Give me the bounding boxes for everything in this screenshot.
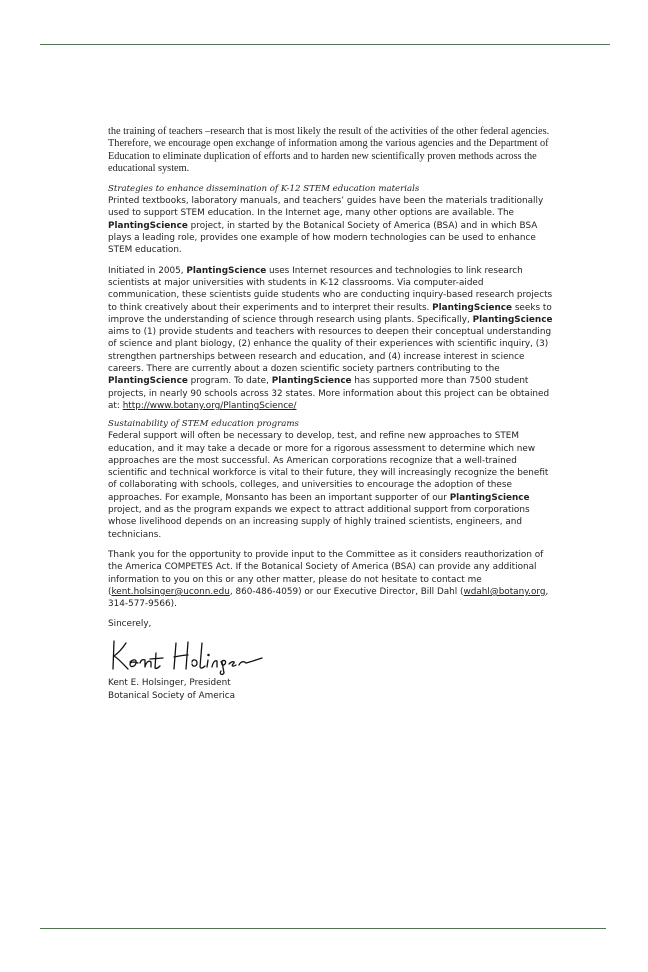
heading-sustainability: Sustainability of STEM education programs (108, 419, 299, 430)
planting-science-bold: PlantingScience (108, 220, 188, 231)
closing-sincerely: Sincerely, (108, 619, 152, 630)
header-rule (40, 44, 610, 45)
footer-rule (40, 928, 606, 929)
planting-science-bold: PlantingScience (108, 376, 188, 387)
planting-science-bold: PlantingScience (271, 376, 352, 387)
planting-science-bold: PlantingScience (186, 265, 267, 276)
paragraph-planting-science: Initiated in 2005, PlantingScience uses Internet resources and technologies to link research scientists at major universities with students in K-12 classrooms. Via computer-aided communication, these scientists guide students who are conducting inquiry-based research projects to think creatively about their experiments and to interpret their results. PlantingScience seeks to improve the understanding of science through research using plants. Specifically, PlantingScience aims to (1) provide students and teachers with resources to deepen their conceptual understanding of science and plant biology, (2) enhance the quality of their experiences with scientific inquiry, (3) strengthen partnerships between research and education, and (4) increase interest in science careers. There are currently about a dozen scientific society partners contributing to the PlantingScience program. To date, PlantingScience has supported more than 7500 student projects, in nearly 90 schools across 32 states. More information about this project can be obtained at: http://www.botany.org/PlantingScience/ (108, 265, 553, 411)
heading-dissemination: Strategies to enhance dissemination of K-12 STEM education materials (108, 184, 420, 195)
paragraph-teacher-training: the training of teachers –research that is most likely the result of the activities of the other federal agencies. Therefore, we encourage open exchange of information among the various agencies and the Department of Education to eliminate duplication of efforts and to harden new scientifically proven methods across the educational system. (108, 126, 550, 174)
planting-science-bold: PlantingScience (432, 302, 513, 313)
email-link-dahl[interactable]: wdahl@botany.org (463, 586, 546, 597)
planting-science-link[interactable]: http://www.botany.org/PlantingScience/ (122, 400, 297, 411)
planting-science-bold: PlantingScience (449, 492, 530, 503)
paragraph-federal-support: Federal support will often be necessary to develop, test, and refine new approaches to STEM education, and it may take a decade or more for a rigorous assessment to determine which new approaches are the most successful. As American corporations recognize that a well-trained scientific and technical workforce is vital to their future, they will increasingly recognize the benefit of collaborating with schools, colleges, and universities to encourage the adoption of these approaches. For example, Monsanto has been an important supporter of our PlantingScience project, and as the program expands we expect to attract additional support from corporations whose livelihood depends on an increasing supply of highly trained scientists, engineers, and technicians. (108, 431, 549, 540)
paragraph-thank-you: Thank you for the opportunity to provide input to the Committee as it considers reauthorization of the America COMPETES Act. If the Botanical Society of America (BSA) can provide any additional information to you on this or any other matter, please do not hesitate to contact me (kent.holsinger@uconn.edu, 860-486-4059) or our Executive Director, Bill Dahl (wdahl@botany.org, 314-577-9566). (108, 549, 549, 610)
planting-science-bold: PlantingScience (472, 314, 553, 325)
signer-organization: Botanical Society of America (108, 690, 236, 701)
email-link-holsinger[interactable]: kent.holsinger@uconn.edu (111, 586, 230, 597)
paragraph-printed-materials: Printed textbooks, laboratory manuals, and teachers’ guides have been the materials traditionally used to support STEM education. In the Internet age, many other options are available. The PlantingScience project, in started by the Botanical Society of America (BSA) and in which BSA plays a leading role, provides one example of how modern technologies can be used to enhance STEM education. (108, 196, 544, 256)
letter-body (108, 126, 556, 703)
handwritten-signature (108, 635, 268, 675)
signer-name: Kent E. Holsinger, President (108, 677, 231, 688)
